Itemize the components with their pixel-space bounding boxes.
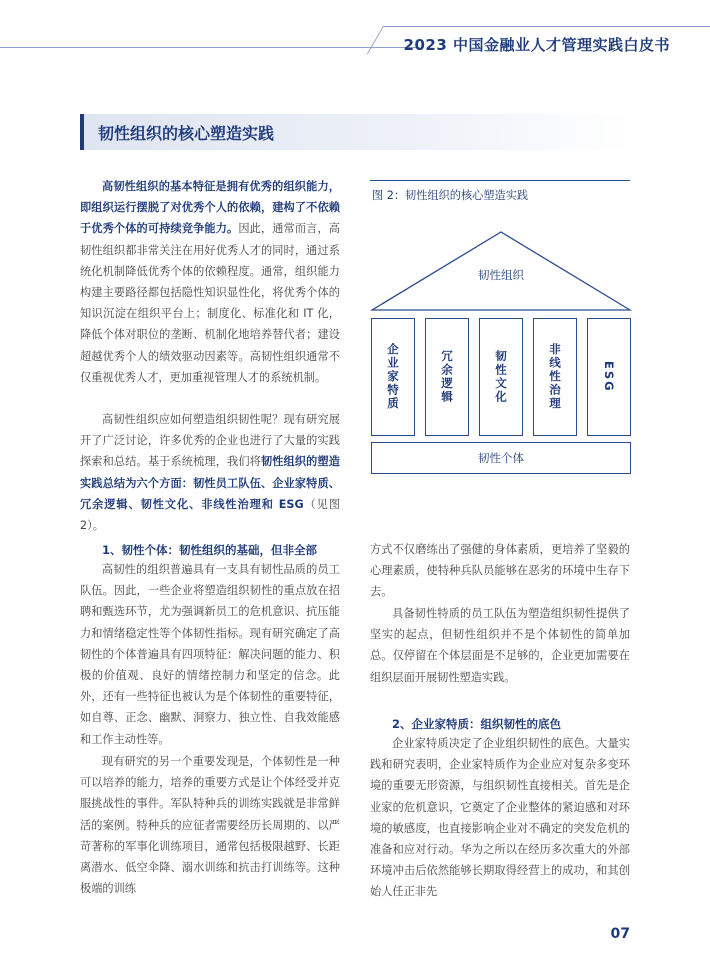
pillar-2-label: 冗余逻辑 bbox=[440, 350, 454, 404]
section-title: 韧性组织的核心塑造实践 bbox=[98, 124, 275, 143]
paragraph-2-text-b: （见图 2）。 bbox=[80, 497, 340, 533]
pillar-2 bbox=[425, 318, 469, 436]
paragraph-6: 具备韧性特质的员工队伍为塑造组织韧性提供了坚实的起点，但韧性组织并不是个体韧性的简单加总。仅停留在个体层面是不足够的，企业更加需要在组织层面开展韧性塑造实践。 bbox=[370, 607, 630, 684]
paragraph-1 bbox=[80, 176, 340, 388]
document-title: 2023 中国金融业人才管理实践白皮书 bbox=[403, 36, 670, 54]
header-slant-divider bbox=[367, 26, 384, 54]
header-rule-top bbox=[383, 26, 710, 27]
paragraph-1-emphasis: 高韧性组织的基本特征是拥有优秀的组织能力，即组织运行摆脱了对优秀个人的依赖，建构了不依赖于优秀个体的可持续竞争能力。 bbox=[80, 180, 340, 236]
paragraph-3: 高韧性的组织普遍具有一支具有韧性品质的员工队伍。因此，一些企业将塑造组织韧性的重点放在招聘和甄选环节，尤为强调新员工的危机意识、抗压能力和情绪稳定性等个体韧性指标。现有研究确定了高韧性的个体普遍具有四项特征：解决问题的能力、积极的价值观、良好的情绪控制力和坚定的信念。此外，还有一些特征也被认为是个体韧性的重要特征，如自尊、正念、幽默、洞察力、独立性、自我效能感和工作主动性等。 bbox=[80, 563, 340, 746]
page-number: 07 bbox=[610, 926, 630, 942]
paragraph-7: 企业家特质决定了企业组织韧性的底色。大量实践和研究表明，企业家特质作为企业应对复杂多变环境的重要无形资源，与组织韧性直接相关。首先是企业家的危机意识，它奠定了企业整体的紧迫感和对环境的敏感度，也直接影响企业对不确定的突发危机的准备和应对行动。华为之所以在经历多次重大的外部环境冲击后依然能够长期取得经营上的成功，和其创始人任正非先 bbox=[370, 737, 630, 899]
paragraph-2 bbox=[80, 409, 340, 536]
subheading-1: 1、韧性个体：韧性组织的基础，但非全部 bbox=[102, 543, 317, 557]
pillar-5-label: ESG bbox=[602, 361, 616, 393]
paragraph-1-text: 因此，通常而言，高韧性组织都非常关注在用好优秀人才的同时，通过系统化机制降低优秀个体的依赖程度。通常，组织能力构建主要路径都包括隐性知识显性化，将优秀个体的知识沉淀在组织平台上；制度化、标准化和 IT 化，降低个体对职位的垄断、机制化地培养替代者；建设超越优秀个人的绩效驱动因素等。高韧性组织通常不仅重视优秀人才，更加重视管理人才的系统机制。 bbox=[80, 222, 340, 384]
figure-top-rule bbox=[370, 180, 630, 181]
subheading-2: 2、企业家特质：组织韧性的底色 bbox=[392, 717, 561, 731]
paragraph-5: 方式不仅磨练出了强健的身体素质，更培养了坚毅的心理素质，使特种兵队员能够在恶劣的环境中生存下去。 bbox=[370, 543, 630, 599]
paragraph-2-emphasis: 韧性组织的塑造实践总结为六个方面：韧性员工队伍、企业家特质、冗余逻辑、韧性文化、非线性治理和 ESG bbox=[80, 455, 340, 511]
roof-label: 韧性组织 bbox=[478, 268, 524, 282]
pillar-3 bbox=[479, 318, 523, 436]
section-title-accent bbox=[80, 114, 84, 150]
paragraph-4: 现有研究的另一个重要发现是，个体韧性是一种可以培养的能力，培养的重要方式是让个体经受并克服挑战性的事件。军队特种兵的训练实践就是非常鲜活的案例。特种兵的应征者需要经历长周期的、以严苛著称的军事化训练项目，通常包括极限越野、长距离潜水、低空伞降、溺水训练和抗击打训练等。这种极端的训练 bbox=[80, 755, 340, 896]
base-block: 韧性个体 bbox=[371, 442, 631, 474]
pillar-4 bbox=[533, 318, 577, 436]
figure-caption: 图 2：韧性组织的核心塑造实践 bbox=[372, 189, 529, 202]
pillar-5 bbox=[587, 318, 631, 436]
pillar-diagram bbox=[370, 228, 632, 478]
paragraph-2-text-a: 高韧性组织应如何塑造组织韧性呢？现有研究展开了广泛讨论，许多优秀的企业也进行了大量的实践探索和总结。基于系统梳理，我们将 bbox=[80, 413, 340, 469]
pillar-1 bbox=[371, 318, 415, 436]
pillar-3-label: 韧性文化 bbox=[494, 350, 508, 404]
header-rule-bottom bbox=[0, 47, 420, 48]
pillar-4-label: 非线性治理 bbox=[548, 343, 562, 411]
pillar-1-label: 企业家特质 bbox=[386, 343, 400, 411]
